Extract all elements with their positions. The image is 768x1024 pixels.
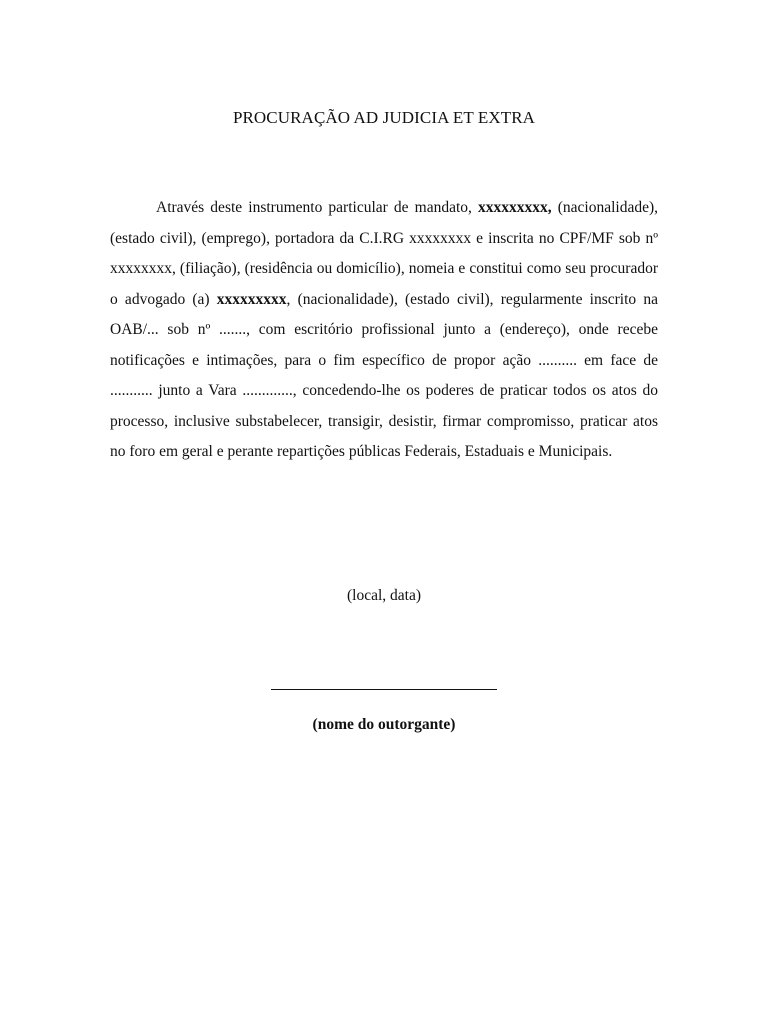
- signature-line: [271, 689, 497, 690]
- grantor-placeholder: xxxxxxxxx,: [478, 199, 552, 216]
- grantor-details: (nacionalidade), (estado civil), (emprego), portadora da C.I.RG xxxxxxxx e inscrita no CPF/MF sob nº xxxxxxxx, (filiação), (residência ou domicílio), nomeia e constitui como seu procurador o advogado (a): [110, 199, 659, 308]
- place-date: (local, data): [346, 587, 421, 604]
- attorney-placeholder: xxxxxxxxx: [216, 290, 287, 308]
- paragraph-intro: Através deste instrumento particular de mandato,: [156, 199, 479, 216]
- document-title: PROCURAÇÃO AD JUDICIA ET EXTRA: [232, 108, 536, 127]
- body-paragraph: [110, 193, 658, 468]
- grantor-name: (nome do outorgante): [312, 716, 456, 733]
- powers-text: , (nacionalidade), (estado civil), regularmente inscrito na OAB/... sob nº ......., com escritório profissional junto a (endereço), onde recebe notificações e intimações, para o fim específico de propor ação .......... em face de ........... junto a Vara ............., concedendo-lhe os poderes de praticar todos os atos do processo, inclusive substabelecer, transigir, desistir, firmar compromisso, praticar atos no foro em geral e perante repartições públicas Federais, Estaduais e Municipais.: [110, 290, 658, 460]
